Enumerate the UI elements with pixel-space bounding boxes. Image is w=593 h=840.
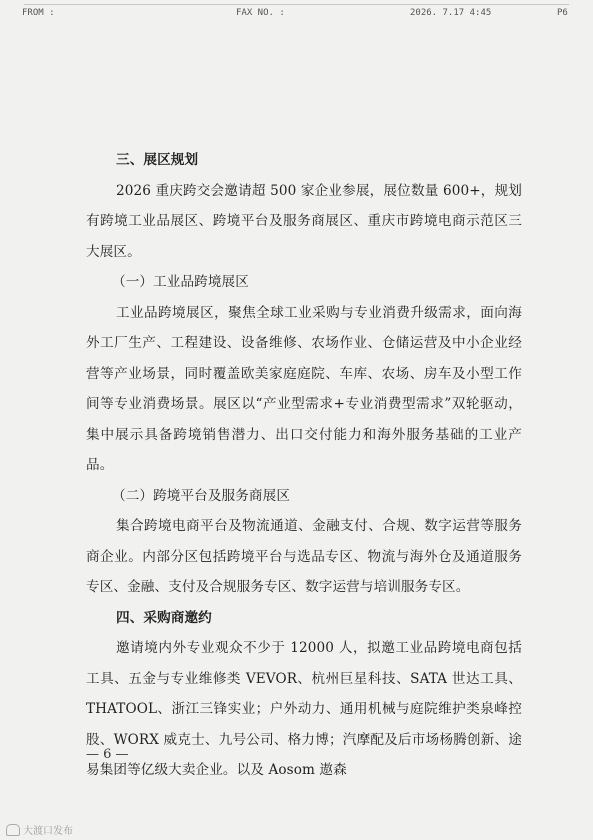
fax-number: FAX NO. : [236,8,285,18]
section-3-intro: 2026 重庆跨交会邀请超 500 家企业参展，展位数量 600+，规划有跨境工业品展区、跨境平台及服务商展区、重庆市跨境电商示范区三大展区。 [86,182,522,260]
subsection-1-title: （一）工业品跨境展区 [112,274,249,290]
subsection-1-body: 工业品跨境展区，聚焦全球工业采购与专业消费升级需求，面向海外工厂生产、工程建设、设备维修、农场作业、仓储运营及中小企业经营等产业场景，同时覆盖欧美家庭庭院、车库、农场、房车及小型工作间等专业消费场景。展区以“产业型需求+专业消费型需求”双轮驱动，集中展示具备跨境销售潜力、出口交付能力和海外服务基础的工业产品。 [86,304,522,473]
watermark-logo-icon [6,824,20,836]
document-body [86,145,522,786]
watermark-text: 大渡口发布 [23,826,73,837]
section-4-heading: 四、采购商邀约 [116,609,212,626]
section-4-body: 邀请境内外专业观众不少于 12000 人，拟邀工业品跨境电商包括工具、五金与专业维修类 VEVOR、杭州巨星科技、SATA 世达工具、THATOOL、浙江三锋实业；户外动力、通用机械与庭院维护类泉峰控股、WORX 威克士、九号公司、格力博；汽摩配及后市场杨腾创新、途易集团等亿级大卖企业。以及 Aosom 遨森 [86,640,522,778]
fax-header [0,8,593,28]
scan-edge-line [24,4,569,5]
section-3-heading: 三、展区规划 [116,152,199,168]
fax-from: FROM : [22,8,55,18]
fax-page: P6 [557,8,568,18]
subsection-2-title: （二）跨境平台及服务商展区 [112,487,291,504]
subsection-2-body: 集合跨境电商平台及物流通道、金融支付、合规、数字运营等服务商企业。内部分区包括跨境平台与选品专区、物流与海外仓及通道服务专区、金融、支付及合规服务专区、数字运营与培训服务专区。 [86,518,522,595]
fax-datetime: 2026. 7.17 4:45 [410,8,492,18]
page-number: — 6 — [86,747,129,762]
watermark [6,822,73,837]
